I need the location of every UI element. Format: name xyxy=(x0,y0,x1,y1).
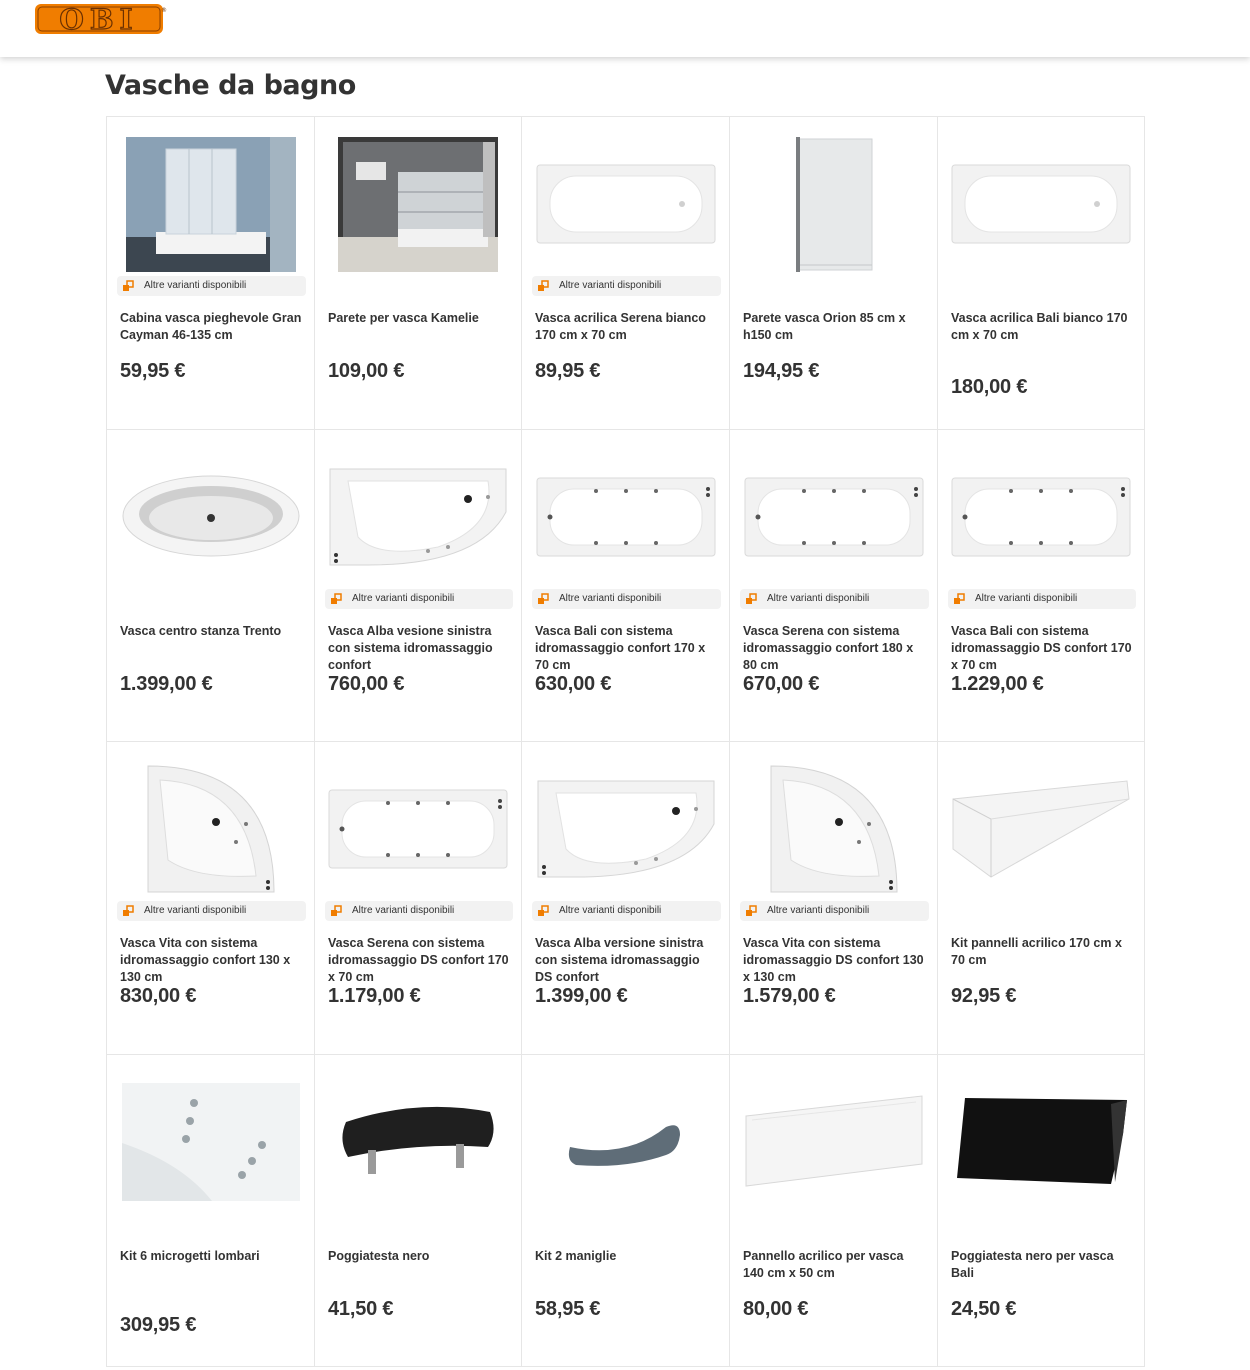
product-price: 109,00 € xyxy=(328,360,405,382)
product-image[interactable] xyxy=(730,129,937,279)
variants-label: Altre varianti disponibili xyxy=(144,905,247,916)
product-name[interactable]: Vasca Alba vesione sinistra con sistema idromassaggio confort xyxy=(328,623,493,672)
corner-bathtub-icon xyxy=(769,764,899,894)
variants-icon xyxy=(745,593,757,605)
product-name[interactable]: Kit 6 microgetti lombari xyxy=(120,1248,260,1263)
product-image[interactable] xyxy=(730,442,937,592)
variants-icon xyxy=(330,593,342,605)
product-card[interactable] xyxy=(938,1055,1145,1368)
variants-label: Altre varianti disponibili xyxy=(559,592,662,604)
product-image[interactable] xyxy=(938,129,1144,279)
product-price: 1.399,00 € xyxy=(535,985,628,1007)
product-image[interactable] xyxy=(107,129,314,279)
product-card[interactable] xyxy=(107,742,315,1055)
rect-bathtub-icon xyxy=(951,164,1131,244)
product-card[interactable] xyxy=(107,1055,315,1368)
product-image[interactable] xyxy=(315,1067,521,1217)
product-name[interactable]: Cabina vasca pieghevole Gran Cayman 46-135 cm xyxy=(120,311,302,342)
variants-icon xyxy=(953,593,965,605)
product-name[interactable]: Vasca Vita con sistema idromassaggio confort 130 x 130 cm xyxy=(120,936,291,984)
product-name[interactable]: Vasca Vita con sistema idromassaggio DS confort 130 x 130 cm xyxy=(743,936,924,984)
product-name[interactable]: Poggiatesta nero per vasca Bali xyxy=(951,1248,1114,1280)
product-name[interactable]: Parete per vasca Kamelie xyxy=(328,311,479,325)
variants-badge[interactable] xyxy=(740,901,929,921)
variants-badge[interactable] xyxy=(948,589,1136,609)
product-image[interactable] xyxy=(522,1067,729,1217)
variants-badge[interactable] xyxy=(740,589,929,609)
product-image[interactable] xyxy=(522,129,729,279)
product-price: 41,50 € xyxy=(328,1297,394,1320)
svg-text:OBI: OBI xyxy=(59,3,139,36)
product-card[interactable] xyxy=(522,742,730,1055)
product-name[interactable]: Vasca Alba versione sinistra con sistema idromassaggio DS confort xyxy=(535,936,704,984)
product-price: 630,00 € xyxy=(535,672,612,695)
variants-icon xyxy=(122,280,134,292)
variants-label: Altre varianti disponibili xyxy=(559,280,662,291)
product-card[interactable] xyxy=(938,742,1145,1055)
variants-label: Altre varianti disponibili xyxy=(352,592,455,604)
product-card[interactable] xyxy=(522,430,730,743)
product-card[interactable] xyxy=(315,430,522,743)
product-image[interactable] xyxy=(730,754,937,904)
product-name[interactable]: Vasca centro stanza Trento xyxy=(120,623,282,638)
product-card[interactable] xyxy=(107,430,315,743)
variants-badge[interactable] xyxy=(117,276,306,296)
rect-bathtub-icon xyxy=(536,164,716,244)
product-image[interactable] xyxy=(938,754,1144,904)
product-price: 670,00 € xyxy=(743,672,820,695)
glass-panel-icon xyxy=(794,137,874,272)
handle-icon xyxy=(566,1107,686,1177)
product-price: 58,95 € xyxy=(535,1297,601,1320)
product-grid xyxy=(106,116,1145,1367)
variants-icon xyxy=(745,905,757,917)
variants-label: Altre varianti disponibili xyxy=(767,592,870,604)
product-price: 1.579,00 € xyxy=(743,985,836,1007)
product-price: 92,95 € xyxy=(951,985,1017,1007)
bath-screen-cabin-icon xyxy=(126,137,296,272)
product-image[interactable] xyxy=(107,1067,314,1217)
product-card[interactable] xyxy=(315,1055,522,1368)
product-image[interactable] xyxy=(315,442,521,592)
variants-badge[interactable] xyxy=(325,901,513,921)
variants-icon xyxy=(122,905,134,917)
product-price: 59,95 € xyxy=(120,360,186,382)
product-name[interactable]: Kit 2 maniglie xyxy=(535,1248,617,1263)
product-price: 1.399,00 € xyxy=(120,672,213,695)
pillow-headrest-icon xyxy=(951,1094,1131,1189)
product-price: 194,95 € xyxy=(743,360,820,382)
oval-bathtub-icon xyxy=(121,474,301,559)
product-price: 760,00 € xyxy=(328,672,405,695)
variants-badge[interactable] xyxy=(117,901,306,921)
variants-label: Altre varianti disponibili xyxy=(352,905,455,916)
product-name[interactable]: Parete vasca Orion 85 cm x h150 cm xyxy=(743,311,906,342)
product-image[interactable] xyxy=(107,754,314,904)
product-price: 1.229,00 € xyxy=(951,672,1044,695)
product-image[interactable] xyxy=(522,442,729,592)
whirlpool-bathtub-icon xyxy=(328,789,508,869)
corner-bathtub-icon xyxy=(146,764,276,894)
product-card[interactable] xyxy=(522,1055,730,1368)
product-name[interactable]: Vasca Bali con sistema idromassaggio DS confort 170 x 70 cm xyxy=(951,623,1132,672)
product-card[interactable] xyxy=(315,742,522,1055)
variants-icon xyxy=(537,905,549,917)
svg-text:®: ® xyxy=(161,7,167,14)
site-header xyxy=(0,0,1250,57)
whirlpool-bathtub-icon xyxy=(744,477,924,557)
variants-badge[interactable] xyxy=(532,589,721,609)
product-name[interactable]: Vasca acrilica Bali bianco 170 cm x 70 cm xyxy=(951,311,1128,342)
product-card[interactable] xyxy=(730,742,938,1055)
product-card[interactable] xyxy=(315,117,522,430)
variants-badge[interactable] xyxy=(532,276,721,296)
product-price: 180,00 € xyxy=(951,376,1028,398)
product-price: 24,50 € xyxy=(951,1297,1017,1320)
product-card[interactable] xyxy=(938,430,1145,743)
variants-icon xyxy=(330,905,342,917)
product-name[interactable]: Vasca acrilica Serena bianco 170 cm x 70 cm xyxy=(535,311,706,342)
product-name[interactable]: Vasca Bali con sistema idromassaggio confort 170 x 70 cm xyxy=(535,623,706,672)
variants-label: Altre varianti disponibili xyxy=(975,592,1078,604)
headrest-icon xyxy=(338,1102,498,1182)
variants-badge[interactable] xyxy=(325,589,513,609)
product-card[interactable] xyxy=(522,117,730,430)
variants-icon xyxy=(537,280,549,292)
product-name[interactable]: Vasca Serena con sistema idromassaggio DS confort 170 x 70 cm xyxy=(328,936,509,984)
product-image[interactable] xyxy=(315,754,521,904)
microjets-icon xyxy=(122,1083,300,1201)
bathroom-room-icon xyxy=(338,137,498,272)
product-card[interactable] xyxy=(730,1055,938,1368)
page-title: Vasche da bagno xyxy=(105,70,356,101)
product-name[interactable]: Kit pannelli acrilico 170 cm x 70 cm xyxy=(951,936,1122,967)
variants-label: Altre varianti disponibili xyxy=(559,905,662,916)
whirlpool-bathtub-icon xyxy=(951,477,1131,557)
variants-icon xyxy=(537,593,549,605)
product-image[interactable] xyxy=(938,1067,1144,1217)
whirlpool-bathtub-icon xyxy=(536,477,716,557)
product-price: 1.179,00 € xyxy=(328,985,421,1007)
product-name[interactable]: Poggiatesta nero xyxy=(328,1248,430,1263)
product-image[interactable] xyxy=(730,1067,937,1217)
product-card[interactable] xyxy=(730,430,938,743)
product-price: 80,00 € xyxy=(743,1297,809,1320)
product-price: 89,95 € xyxy=(535,360,601,382)
product-name[interactable]: Vasca Serena con sistema idromassaggio confort 180 x 80 cm xyxy=(743,623,914,672)
front-panel-icon xyxy=(744,1094,924,1189)
variants-label: Altre varianti disponibili xyxy=(767,905,870,916)
product-card[interactable] xyxy=(938,117,1145,430)
product-image[interactable] xyxy=(107,442,314,592)
product-card[interactable] xyxy=(730,117,938,430)
product-name[interactable]: Pannello acrilico per vasca 140 cm x 50 cm xyxy=(743,1248,904,1280)
product-price: 309,95 € xyxy=(120,1313,197,1336)
panel-kit-icon xyxy=(951,779,1131,879)
product-image[interactable] xyxy=(315,129,521,279)
product-card[interactable] xyxy=(107,117,315,430)
asym-bathtub-icon xyxy=(536,779,716,879)
obi-logo[interactable] xyxy=(34,3,167,36)
product-image[interactable] xyxy=(522,754,729,904)
asym-bathtub-icon xyxy=(328,467,508,567)
product-price: 830,00 € xyxy=(120,985,197,1007)
product-image[interactable] xyxy=(938,442,1144,592)
variants-label: Altre varianti disponibili xyxy=(144,280,247,291)
variants-badge[interactable] xyxy=(532,901,721,921)
